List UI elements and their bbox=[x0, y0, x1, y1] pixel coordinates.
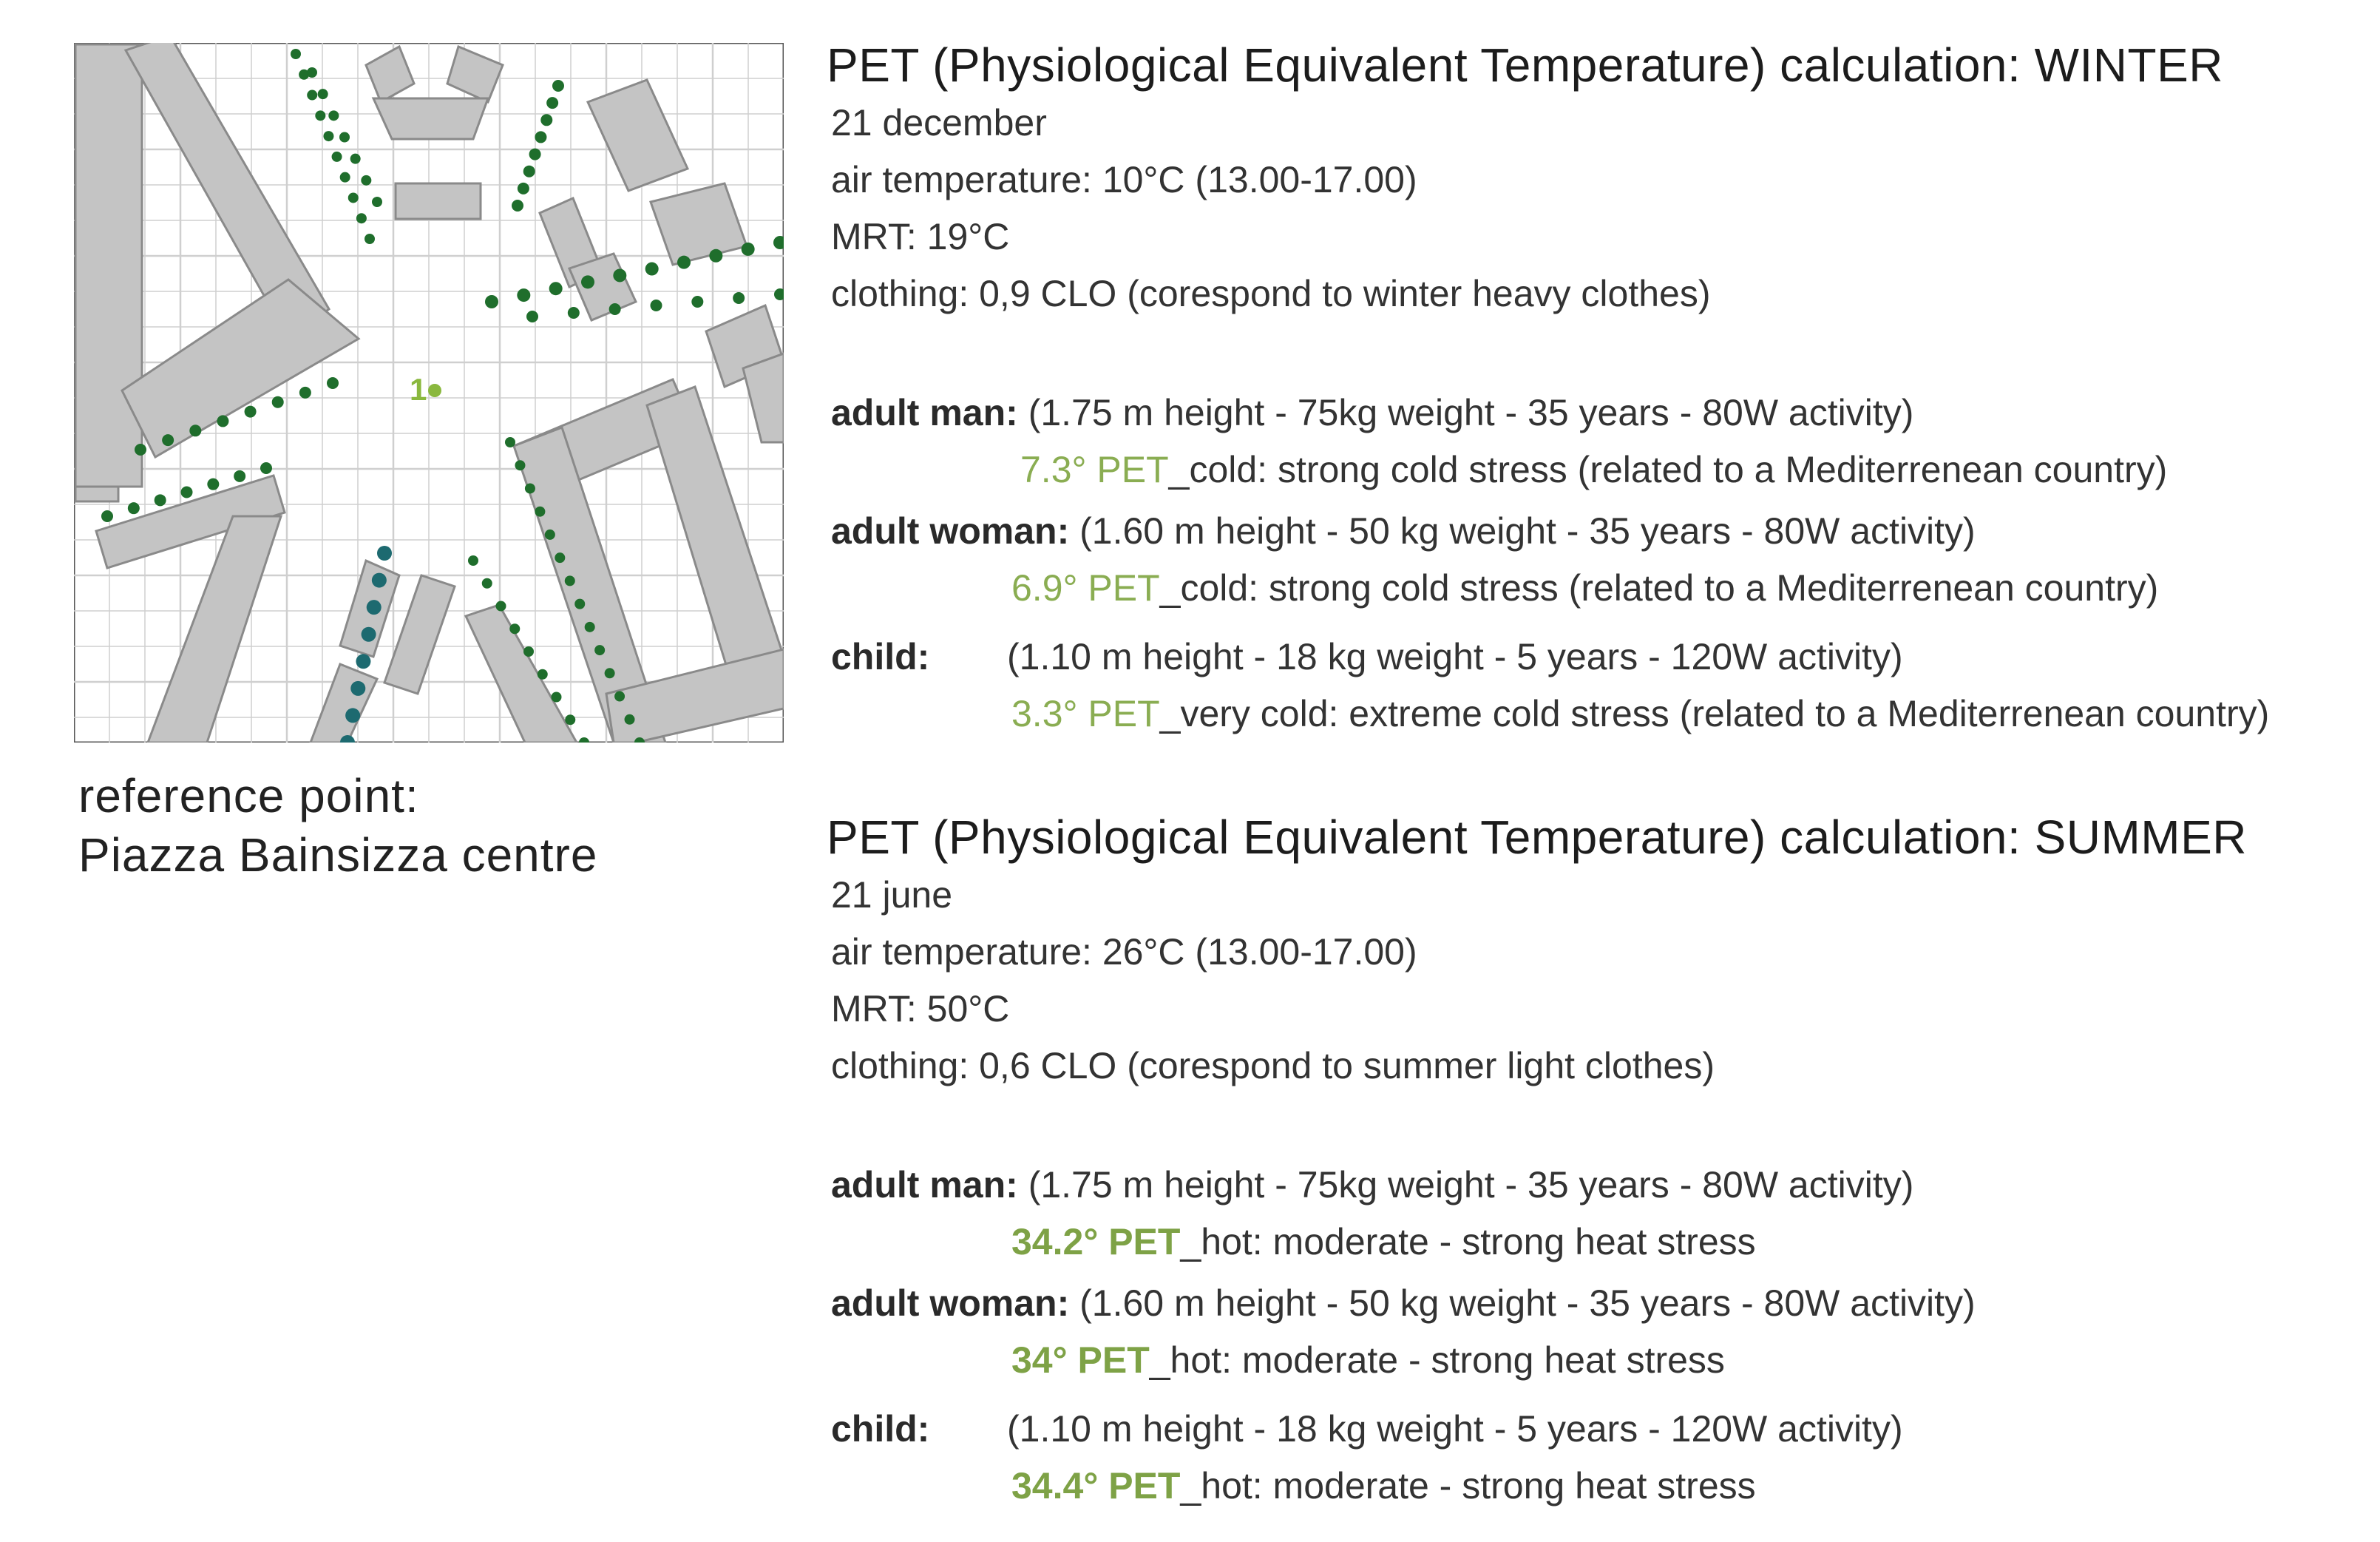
tree-dot bbox=[350, 681, 365, 696]
tree-dot bbox=[496, 601, 506, 612]
tree-dot bbox=[523, 166, 535, 177]
winter-clothing: clothing: 0,9 CLO (corespond to winter heavy clothes) bbox=[831, 273, 1711, 314]
tree-dot bbox=[362, 627, 376, 642]
tree-dot bbox=[605, 668, 615, 678]
tree-dot bbox=[101, 510, 113, 522]
tree-dot bbox=[340, 172, 350, 183]
winter-title: PET (Physiological Equivalent Temperature) calculation: WINTER bbox=[827, 38, 2223, 92]
winter-woman-pet: 6.9° PET bbox=[1011, 567, 1160, 609]
tree-dot bbox=[625, 714, 635, 725]
tree-dot bbox=[328, 110, 339, 121]
tree-dot bbox=[377, 546, 392, 561]
tree-dot bbox=[315, 110, 325, 121]
winter-woman-details: (1.60 m height - 50 kg weight - 35 years - 80W activity) bbox=[1069, 510, 1976, 552]
summer-child-result bbox=[827, 1458, 2372, 1515]
tree-dot bbox=[518, 183, 529, 195]
winter-mrt: MRT: 19°C bbox=[831, 216, 1010, 257]
winter-child-label: child: bbox=[831, 636, 930, 677]
tree-dot bbox=[677, 256, 691, 269]
summer-man-desc: _hot: moderate - strong heat stress bbox=[1180, 1221, 1756, 1262]
winter-air-temperature: air temperature: 10°C (13.00-17.00) bbox=[831, 159, 1417, 200]
summer-woman-label: adult woman: bbox=[831, 1282, 1070, 1324]
tree-dot bbox=[217, 415, 228, 427]
summer-section bbox=[827, 808, 2372, 1515]
reference-line-2: Piazza Bainsizza centre bbox=[78, 828, 598, 882]
tree-dot bbox=[614, 691, 625, 702]
tree-dot bbox=[538, 669, 548, 680]
tree-dot bbox=[189, 425, 201, 436]
tree-dot bbox=[260, 462, 272, 474]
winter-child-result bbox=[827, 686, 2372, 743]
tree-dot bbox=[372, 197, 382, 207]
tree-dot bbox=[307, 90, 317, 101]
tree-dot bbox=[291, 49, 301, 59]
building bbox=[396, 183, 481, 219]
tree-dot bbox=[733, 292, 745, 304]
tree-dot bbox=[565, 575, 575, 586]
winter-man-desc: _cold: strong cold stress (related to a Mediterrenean country) bbox=[1168, 449, 2168, 490]
tree-dot bbox=[742, 243, 755, 256]
summer-air-temperature: air temperature: 26°C (13.00-17.00) bbox=[831, 931, 1417, 973]
tree-dot bbox=[339, 132, 350, 143]
winter-section bbox=[827, 35, 2372, 743]
tree-dot bbox=[350, 154, 361, 164]
tree-dot bbox=[574, 599, 585, 609]
tree-dot bbox=[327, 377, 339, 389]
tree-dot bbox=[505, 437, 515, 447]
tree-dot bbox=[318, 89, 328, 99]
tree-dot bbox=[468, 555, 478, 566]
building bbox=[373, 98, 488, 139]
summer-woman-result bbox=[827, 1332, 2372, 1389]
tree-dot bbox=[645, 263, 659, 276]
winter-man-row bbox=[827, 385, 2372, 442]
tree-dot bbox=[323, 131, 333, 141]
tree-dot bbox=[545, 530, 555, 540]
winter-woman-desc: _cold: strong cold stress (related to a Mediterrenean country) bbox=[1159, 567, 2159, 609]
summer-child-label: child: bbox=[831, 1408, 930, 1450]
tree-dot bbox=[155, 494, 166, 506]
summer-title: PET (Physiological Equivalent Temperature) calculation: SUMMER bbox=[827, 811, 2247, 864]
tree-dot bbox=[651, 300, 662, 311]
summer-man-label: adult man: bbox=[831, 1164, 1018, 1205]
summer-mrt: MRT: 50°C bbox=[831, 988, 1010, 1029]
tree-dot bbox=[568, 307, 580, 319]
winter-woman-label: adult woman: bbox=[831, 510, 1070, 552]
summer-woman-row bbox=[827, 1275, 2372, 1332]
tree-dot bbox=[272, 396, 284, 408]
tree-dot bbox=[181, 487, 193, 498]
winter-man-details: (1.75 m height - 75kg weight - 35 years - 80W activity) bbox=[1017, 392, 1914, 433]
summer-child-pet: 34.4° PET bbox=[1011, 1465, 1181, 1507]
tree-dot bbox=[361, 175, 371, 186]
winter-man-label: adult man: bbox=[831, 392, 1018, 433]
tree-dot bbox=[540, 114, 552, 126]
tree-dot bbox=[523, 646, 534, 657]
winter-child-pet: 3.3° PET bbox=[1011, 693, 1160, 734]
building bbox=[75, 44, 142, 487]
tree-dot bbox=[565, 714, 575, 725]
tree-dot bbox=[517, 288, 530, 302]
tree-dot bbox=[128, 502, 140, 514]
summer-man-result bbox=[827, 1214, 2372, 1271]
tree-dot bbox=[515, 460, 525, 470]
summer-man-details: (1.75 m height - 75kg weight - 35 years - 80W activity) bbox=[1017, 1164, 1914, 1205]
summer-man-row bbox=[827, 1157, 2372, 1214]
tree-dot bbox=[549, 282, 563, 295]
tree-dot bbox=[332, 152, 342, 162]
tree-dot bbox=[365, 234, 375, 244]
site-plan-map bbox=[74, 43, 784, 743]
tree-dot bbox=[555, 552, 565, 563]
tree-dot bbox=[135, 444, 146, 456]
winter-woman-row bbox=[827, 503, 2372, 560]
tree-dot bbox=[348, 192, 359, 203]
winter-woman-result bbox=[827, 560, 2372, 617]
winter-man-result bbox=[827, 442, 2372, 498]
tree-dot bbox=[345, 708, 360, 723]
tree-dot bbox=[299, 387, 311, 399]
winter-child-row bbox=[827, 629, 2372, 686]
tree-dot bbox=[535, 131, 546, 143]
tree-dot bbox=[356, 654, 370, 669]
summer-date: 21 june bbox=[831, 874, 953, 916]
tree-dot bbox=[207, 479, 219, 490]
tree-dot bbox=[585, 622, 595, 632]
tree-dot bbox=[581, 275, 594, 288]
tree-dot bbox=[552, 692, 562, 703]
winter-child-details: (1.10 m height - 18 kg weight - 5 years - 120W activity) bbox=[1007, 636, 1903, 677]
summer-child-details: (1.10 m height - 18 kg weight - 5 years - 120W activity) bbox=[1007, 1408, 1903, 1450]
tree-dot bbox=[691, 296, 703, 308]
tree-dot bbox=[162, 434, 174, 446]
tree-dot bbox=[509, 623, 520, 634]
tree-dot bbox=[485, 295, 498, 308]
tree-dot bbox=[594, 645, 605, 655]
tree-dot bbox=[307, 67, 317, 78]
tree-dot bbox=[245, 406, 257, 418]
tree-dot bbox=[234, 470, 245, 482]
winter-man-pet: 7.3° PET bbox=[1020, 449, 1169, 490]
winter-date: 21 december bbox=[831, 102, 1047, 143]
tree-dot bbox=[546, 97, 558, 109]
tree-dot bbox=[609, 303, 621, 315]
tree-dot bbox=[356, 213, 367, 223]
tree-dot bbox=[512, 200, 523, 212]
tree-dot bbox=[535, 507, 545, 517]
summer-woman-pet: 34° PET bbox=[1011, 1339, 1150, 1381]
tree-dot bbox=[525, 483, 535, 493]
tree-dot bbox=[529, 149, 541, 160]
summer-child-desc: _hot: moderate - strong heat stress bbox=[1180, 1465, 1756, 1507]
reference-caption bbox=[78, 766, 597, 885]
tree-dot bbox=[526, 311, 538, 322]
tree-dot bbox=[552, 80, 564, 92]
tree-dot bbox=[613, 268, 626, 282]
summer-child-row bbox=[827, 1401, 2372, 1458]
summer-man-pet: 34.2° PET bbox=[1011, 1221, 1181, 1262]
reference-line-1: reference point: bbox=[78, 769, 419, 822]
tree-dot bbox=[709, 249, 722, 263]
summer-clothing: clothing: 0,6 CLO (corespond to summer light clothes) bbox=[831, 1045, 1715, 1086]
tree-dot bbox=[372, 573, 387, 588]
summer-woman-desc: _hot: moderate - strong heat stress bbox=[1149, 1339, 1725, 1381]
winter-child-desc: _very cold: extreme cold stress (related to a Mediterrenean country) bbox=[1159, 693, 2270, 734]
reference-point-number: 1 bbox=[410, 372, 427, 407]
tree-dot bbox=[482, 578, 492, 589]
tree-dot bbox=[367, 600, 382, 615]
summer-woman-details: (1.60 m height - 50 kg weight - 35 years - 80W activity) bbox=[1069, 1282, 1976, 1324]
